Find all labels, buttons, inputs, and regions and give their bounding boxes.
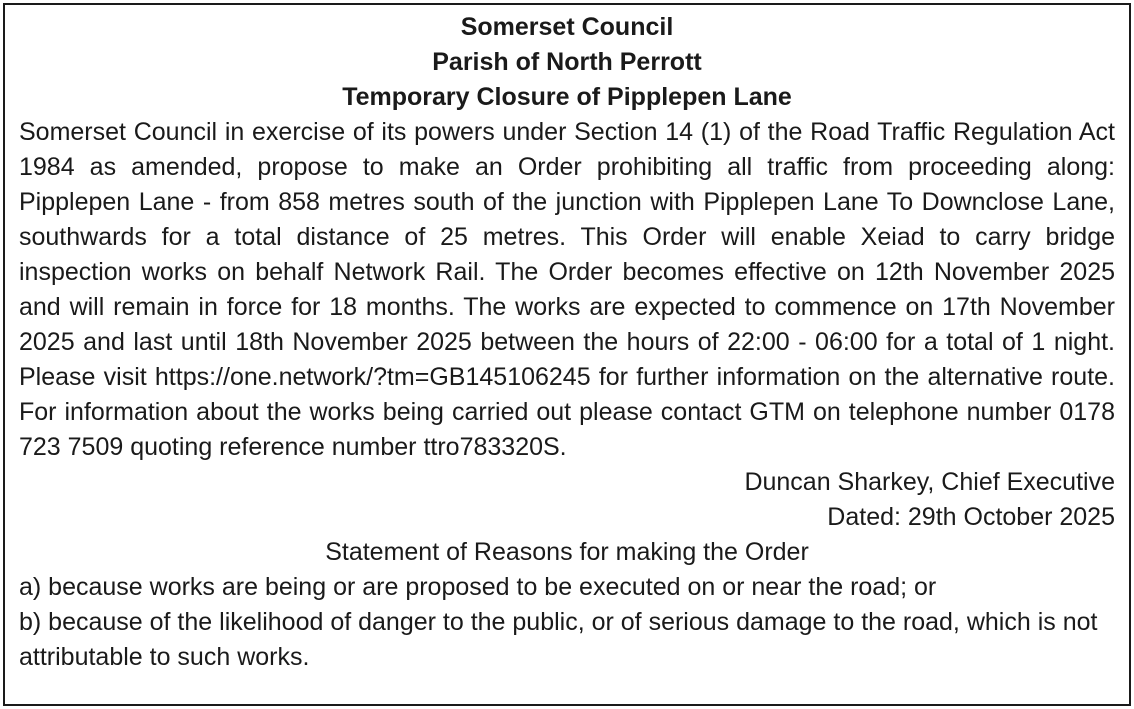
parish-heading: Parish of North Perrott xyxy=(432,48,702,76)
reason-item: b) because of the likelihood of danger to the public, or of serious damage to the road, which is not attributable to such works. xyxy=(19,608,1098,671)
notice-body: Somerset Council in exercise of its powers under Section 14 (1) of the Road Traffic Regulation Act 1984 as amended, propose to make an Order prohibiting all traffic from proceeding along: Pipplepen Lane - from 858 metres south of the junction with Pipplepen Lane To Downclose Lane, southwards for a total distance of 25 metres. This Order will enable Xeiad to carry bridge inspection works on behalf Network Rail. The Order becomes effective on 12th November 2025 and will remain in force for 18 months. The works are expected to commence on 17th November 2025 and last until 18th November 2025 between the hours of 22:00 - 06:00 for a total of 1 night. Please visit https://one.network/?tm=GB145106245 for further information on the alternative route. For information about the works being carried out please contact GTM on telephone number 0178 723 7509 quoting reference number ttro783320S. xyxy=(19,118,1115,461)
public-notice xyxy=(3,3,1131,706)
dated-line: Dated: 29th October 2025 xyxy=(827,503,1115,531)
council-name-heading: Somerset Council xyxy=(460,13,674,41)
reason-item: a) because works are being or are proposed to be executed on or near the road; or xyxy=(19,573,937,601)
reasons-title: Statement of Reasons for making the Order xyxy=(325,538,809,566)
signatory: Duncan Sharkey, Chief Executive xyxy=(744,468,1115,496)
closure-title-heading: Temporary Closure of Pipplepen Lane xyxy=(342,83,792,111)
